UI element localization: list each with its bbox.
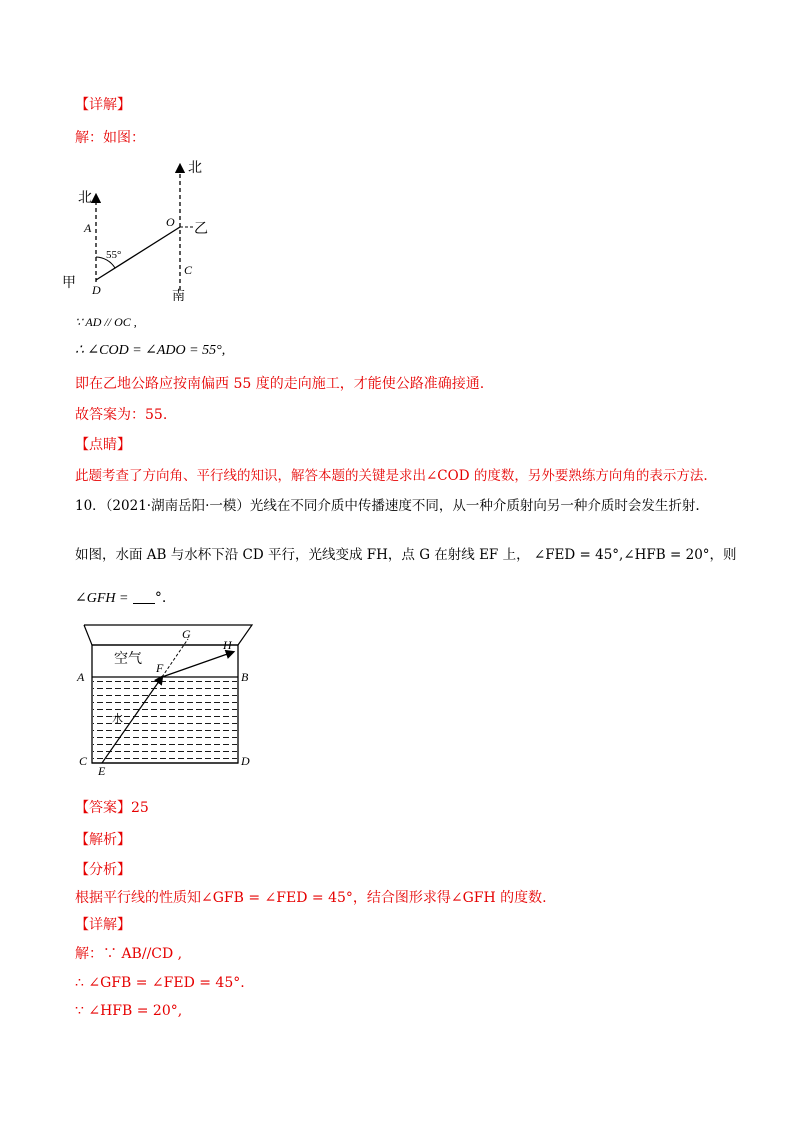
label-a: A — [84, 221, 92, 235]
fig2-label-a: A — [77, 670, 85, 684]
step-2: ∴ ∠GFB = ∠FED = 45°. — [75, 975, 245, 991]
water-label: 水 — [112, 713, 123, 725]
label-d: D — [92, 283, 101, 297]
detail-heading-2: 【详解】 — [75, 917, 131, 933]
refraction-figure — [70, 615, 270, 778]
step-1: 解：∵ AB//CD , — [75, 946, 183, 962]
answer-heading-line — [75, 798, 149, 818]
air-label: 空气 — [114, 652, 142, 667]
step-3: ∵ ∠HFB = 20°, — [75, 1003, 183, 1019]
question-10-line1: 10．（2021·湖南岳阳·一模）光线在不同介质中传播速度不同，从一种介质射向另一种介质时会发生折射. — [75, 498, 700, 514]
question-10-line2: 如图，水面 AB 与水杯下沿 CD 平行，光线变成 FH，点 G 在射线 EF 上， ∠FED = 45°,∠HFB = 20°，则 — [75, 547, 737, 563]
blank-suffix: °. — [154, 590, 167, 606]
label-o: O — [166, 215, 175, 229]
fenxi-text: 根据平行线的性质知∠GFB = ∠FED = 45°，结合图形求得∠GFH 的度数. — [75, 890, 547, 906]
answer-heading: 【答案】 — [75, 800, 131, 816]
answer-line: 故答案为：55. — [75, 407, 168, 423]
comment-heading: 【点睛】 — [75, 437, 131, 453]
north-label-left: 北 — [78, 191, 92, 206]
therefore-line: ∴ ∠COD = ∠ADO = 55°, — [75, 343, 226, 358]
fig2-label-h: H — [223, 638, 232, 652]
solution-intro: 解：如图： — [75, 130, 145, 146]
question-10-line3 — [75, 588, 166, 609]
fig2-label-e: E — [98, 764, 106, 778]
blank-prefix: ∠GFH = — [75, 591, 129, 606]
fig2-label-b: B — [241, 670, 249, 684]
fig2-label-g: G — [182, 627, 191, 641]
fig2-label-d: D — [241, 754, 250, 768]
answer-blank — [133, 591, 155, 604]
fenxi-heading: 【分析】 — [75, 862, 131, 878]
north-label-top: 北 — [188, 161, 202, 176]
answer-value: 25 — [131, 800, 149, 816]
analysis-heading: 【解析】 — [75, 832, 131, 848]
angle-label: 55° — [106, 249, 122, 261]
fig2-label-c: C — [79, 754, 88, 768]
place-yi: 乙 — [194, 222, 208, 237]
ray-fh — [162, 652, 233, 677]
direction-angle-figure — [60, 150, 240, 305]
label-c: C — [184, 263, 193, 277]
because-line: ∵ AD // OC , — [75, 315, 137, 329]
south-label: 南 — [172, 288, 186, 303]
place-jia: 甲 — [62, 276, 76, 291]
conclusion-text: 即在乙地公路应按南偏西 55 度的走向施工，才能使公路准确接通. — [75, 376, 485, 392]
fig2-label-f: F — [156, 661, 164, 675]
comment-text: 此题考查了方向角、平行线的知识，解答本题的关键是求出∠COD 的度数，另外要熟练方向角的表示方法. — [75, 468, 708, 484]
detail-heading: 【详解】 — [75, 97, 131, 113]
